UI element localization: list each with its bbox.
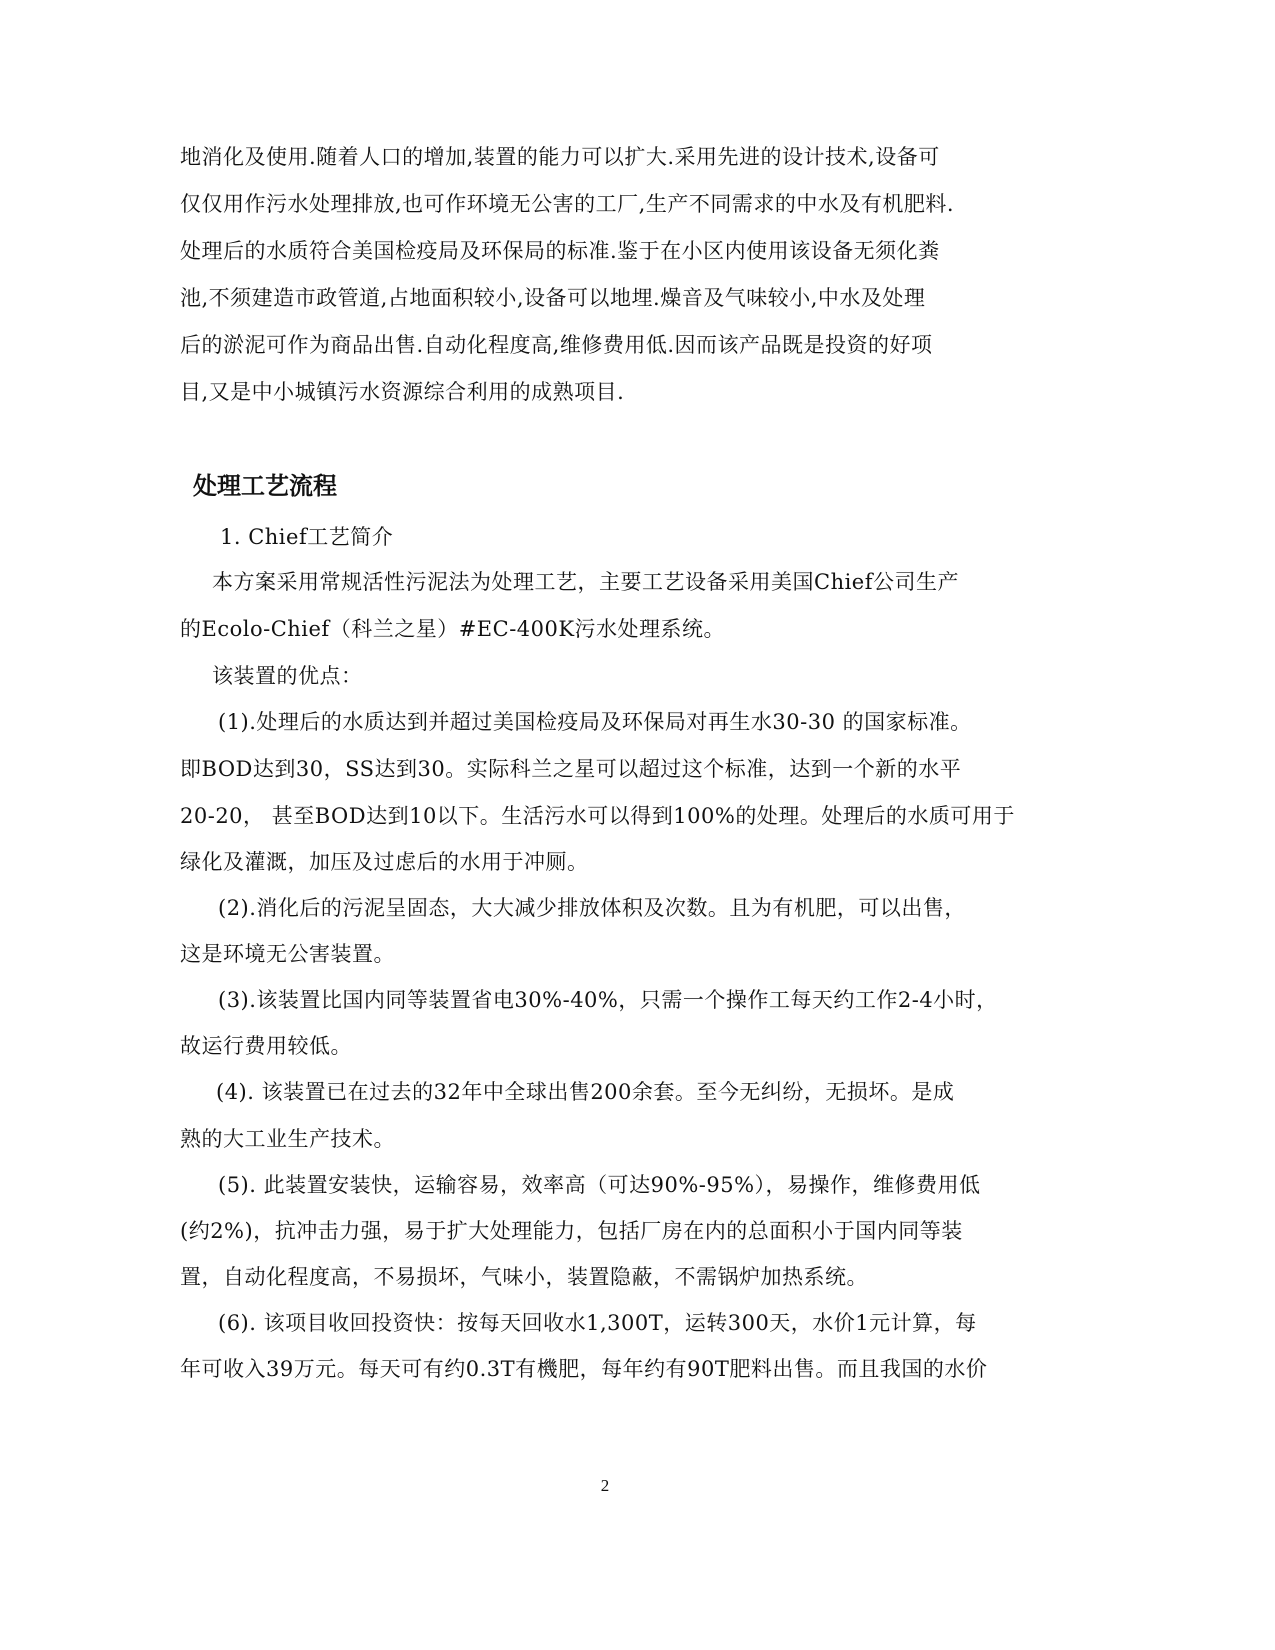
body-line: 故运行费用较低。: [180, 1034, 352, 1058]
intro-line: 地消化及使用.随着人口的增加,装置的能力可以扩大.采用先进的设计技术,设备可: [180, 145, 940, 169]
body-line: 熟的大工业生产技术。: [180, 1127, 395, 1151]
intro-line: 仅仅用作污水处理排放,也可作环境无公害的工厂,生产不同需求的中水及有机肥料.: [180, 192, 955, 216]
body-line: 即BOD达到30，SS达到30。实际科兰之星可以超过这个标准，达到一个新的水平: [180, 757, 962, 781]
body-line: (6). 该项目收回投资快：按每天回收水1,300T，运转300天，水价1元计算，每: [218, 1311, 977, 1335]
body-line: (约2%)，抗冲击力强，易于扩大处理能力，包括厂房在内的总面积小于国内同等装: [180, 1219, 963, 1243]
body-line: 置，自动化程度高，不易损坏，气味小，装置隐蔽，不需锅炉加热系统。: [180, 1265, 868, 1289]
body-line: (3).该装置比国内同等装置省电30%-40%，只需一个操作工每天约工作2-4小时，: [218, 988, 998, 1012]
body-line: (1).处理后的水质达到并超过美国检疫局及环保局对再生水30-30 的国家标准。: [218, 710, 972, 734]
body-line: 年可收入39万元。每天可有约0.3T有機肥，每年约有90T肥料出售。而且我国的水价: [180, 1357, 988, 1381]
body-line: (4). 该装置已在过去的32年中全球出售200余套。至今无纠纷，无损坏。是成: [216, 1080, 955, 1104]
body-line: 本方案采用常规活性污泥法为处理工艺，主要工艺设备采用美国Chief公司生产: [212, 570, 960, 594]
body-line: (5). 此装置安装快，运输容易，效率高（可达90%-95%），易操作，维修费用低: [218, 1173, 981, 1197]
subheading: 1. Chief工艺简介: [220, 525, 394, 549]
body-line: 的Ecolo-Chief（科兰之星）#EC-400K污水处理系统。: [180, 617, 726, 641]
body-line: 20-20， 甚至BOD达到10以下。生活污水可以得到100%的处理。处理后的水质可用于: [180, 804, 1015, 828]
body-line: 这是环境无公害装置。: [180, 942, 395, 966]
section-heading: 处理工艺流程: [193, 472, 337, 500]
intro-line: 后的淤泥可作为商品出售.自动化程度高,维修费用低.因而该产品既是投资的好项: [180, 333, 933, 357]
body-line: 该装置的优点：: [212, 664, 363, 688]
body-line: (2).消化后的污泥呈固态，大大减少排放体积及次数。且为有机肥，可以出售，: [218, 896, 966, 920]
page-number: 2: [600, 1476, 610, 1495]
body-line: 绿化及灌溉，加压及过虑后的水用于冲厕。: [180, 850, 589, 874]
intro-line: 目,又是中小城镇污水资源综合利用的成熟项目.: [180, 380, 625, 404]
intro-line: 处理后的水质符合美国检疫局及环保局的标准.鉴于在小区内使用该设备无须化粪: [180, 239, 940, 263]
intro-line: 池,不须建造市政管道,占地面积较小,设备可以地埋.燥音及气味较小,中水及处理: [180, 286, 926, 310]
